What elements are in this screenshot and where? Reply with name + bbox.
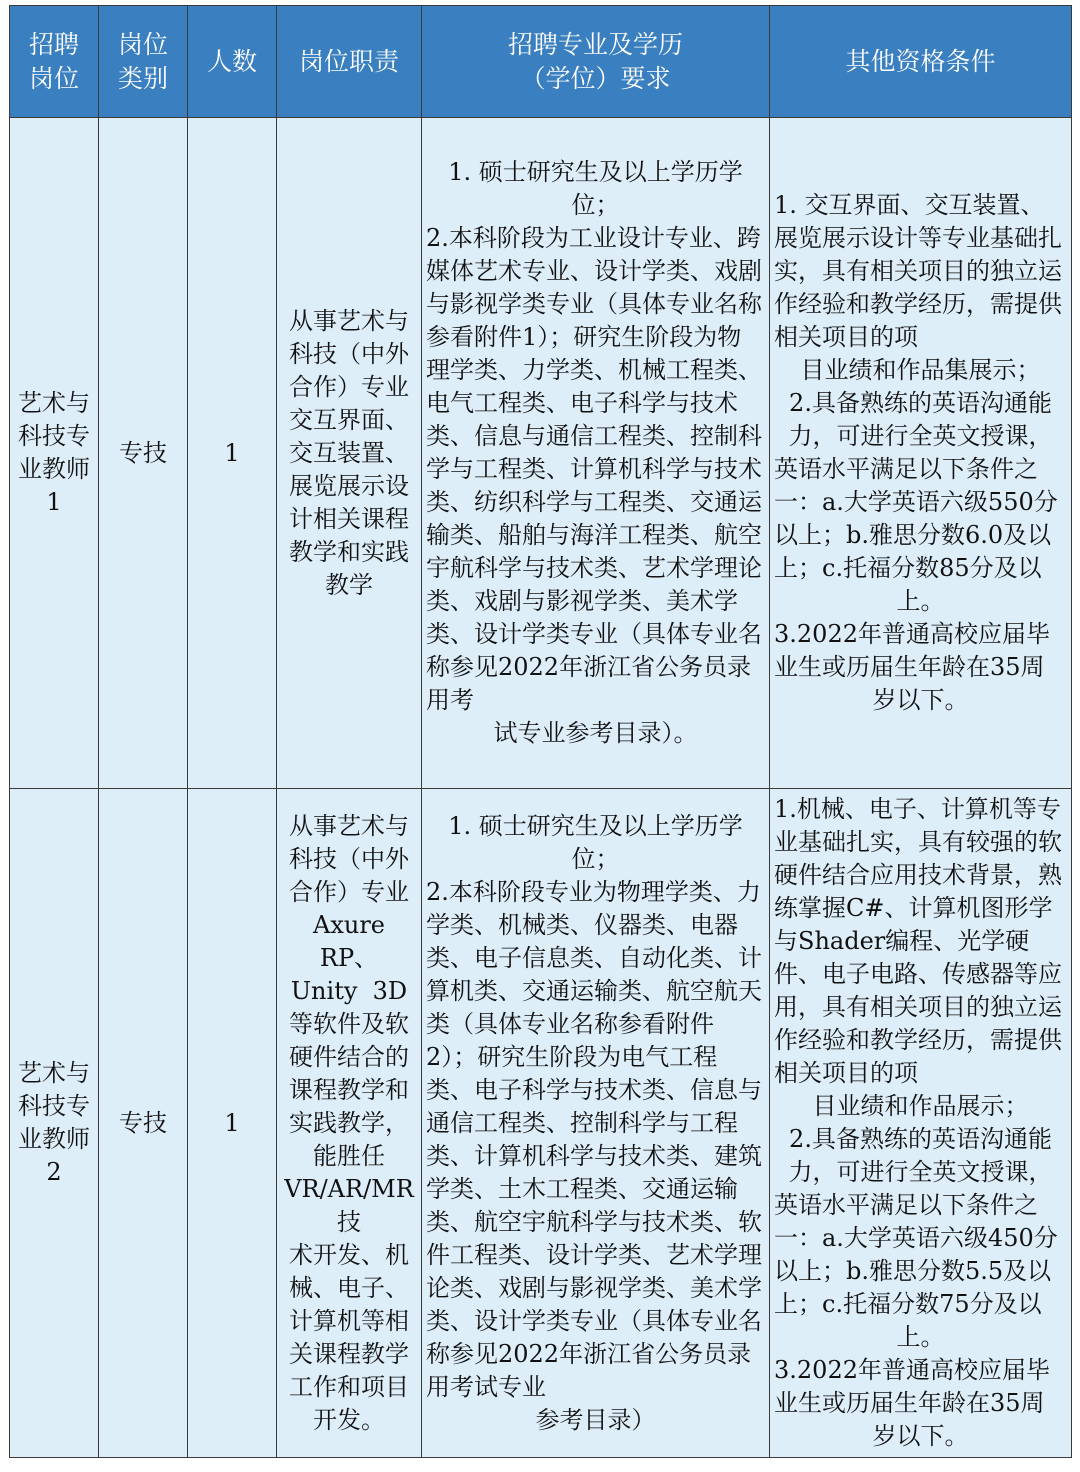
header-major-requirements: 招聘专业及学历 （学位）要求 — [422, 6, 770, 118]
major-cell — [422, 118, 770, 789]
header-category: 岗位 类别 — [99, 6, 188, 118]
major-text: 2.本科阶段专业为物理学类、力学类、机械类、仪器类、电器类、电子信息类、自动化类、计算机类、交通运输类、航空航天类（具体专业名称参看附件2）；研究生阶段为电气工程类、电子科学与技术类、信息与通信工程类、控制科学与工程类、计算机科学与技术类、建筑学类、土木工程类、交通运输类、航空宇航科学与技术类、软件工程类、设计学类、艺术学理论类、戏剧与影视学类、美术学类、设计学类专业（具体专业名称参见2022年浙江省公务员录用考试专业 — [426, 877, 762, 1401]
category-cell: 专技 — [99, 789, 188, 1458]
qual-line: 力，可进行全英文授课， — [788, 422, 1053, 450]
major-cell — [422, 789, 770, 1458]
qual-line: 目业绩和作品展示； — [812, 1092, 1029, 1120]
qual-line: 上。 — [896, 587, 945, 615]
header-row — [10, 6, 1072, 118]
major-text: 2.本科阶段为工业设计专业、跨媒体艺术专业、设计学类、戏剧与影视学类专业（具体专业名称参看附件1）；研究生阶段为物理学类、力学类、机械工程类、电气工程类、电子科学与技术类、信息与通信工程类、控制科学与工程类、计算机科学与技术类、纺织科学与工程类、交通运输类、船舶与海洋工程类、航空宇航科学与技术类、艺术学理论类、戏剧与影视学类、美术学类、设计学类专业（具体专业名称参见2022年浙江省公务员录用考 — [426, 224, 762, 714]
major-line: 位； — [571, 191, 620, 219]
major-line: 参考目录） — [535, 1405, 656, 1434]
qual-line: 2.具备熟练的英语沟通能 — [789, 389, 1052, 417]
qual-text: 3.2022年普通高校应届毕业生或历届生年龄在35周 — [774, 1356, 1050, 1417]
major-line: 1. 硕士研究生及以上学历学 — [448, 811, 743, 840]
header-other-qualifications: 其他资格条件 — [770, 6, 1072, 118]
responsibilities-cell: 从事艺术与 科技（中外 合作）专业 交互界面、 交互装置、 展览展示设 计相关课程 教学和实践 教学 — [277, 118, 422, 789]
qual-text: 1. 交互界面、交互装置、展览展示设计等专业基础扎实，具有相关项目的独立运作经验和教学经历，需提供相关项目的项 — [774, 191, 1062, 351]
qual-line: 力，可进行全英文授课， — [788, 1158, 1053, 1186]
major-line: 1. 硕士研究生及以上学历学 — [448, 158, 743, 186]
qual-text: 3.2022年普通高校应届毕业生或历届生年龄在35周 — [774, 620, 1050, 681]
qual-line: 岁以下。 — [872, 1422, 969, 1450]
qual-line: 2.具备熟练的英语沟通能 — [789, 1125, 1052, 1153]
count-cell: 1 — [188, 118, 277, 789]
table-row — [10, 118, 1072, 789]
qual-text: 英语水平满足以下条件之一：a.大学英语六级450分以上；b.雅思分数5.5及以上；c.托福分数75分及以 — [774, 1191, 1058, 1318]
qual-line: 岁以下。 — [872, 686, 969, 714]
qualifications-cell — [770, 118, 1072, 789]
qual-text: 英语水平满足以下条件之一：a.大学英语六级550分以上；b.雅思分数6.0及以上；c.托福分数85分及以 — [774, 455, 1058, 582]
header-count: 人数 — [188, 6, 277, 118]
position-cell: 艺术与 科技专 业教师 1 — [10, 118, 99, 789]
table-row — [10, 789, 1072, 1458]
major-line: 位； — [571, 844, 620, 873]
qualifications-cell — [770, 789, 1072, 1458]
count-cell: 1 — [188, 789, 277, 1458]
position-cell: 艺术与 科技专 业教师 2 — [10, 789, 99, 1458]
qual-text: 1.机械、电子、计算机等专业基础扎实，具有较强的软硬件结合应用技术背景，熟练掌握C#、计算机图形学与Shader编程、光学硬件、电子电路、传感器等应用，具有相关项目的独立运作经验和教学经历，需提供相关项目的项 — [774, 795, 1062, 1087]
responsibilities-cell: 从事艺术与 科技（中外 合作）专业 Axure RP、 Unity 3D 等软件及软 硬件结合的 课程教学和 实践教学， 能胜任 VR/AR/MR技 术开发、机 械、电子、 计算机等相 关课程教学 工作和项目 开发。 — [277, 789, 422, 1458]
qual-line: 目业绩和作品集展示； — [800, 356, 1041, 384]
qual-line: 上。 — [896, 1323, 945, 1351]
header-responsibilities: 岗位职责 — [277, 6, 422, 118]
recruitment-table — [9, 5, 1072, 1458]
category-cell: 专技 — [99, 118, 188, 789]
major-line: 试专业参考目录）。 — [493, 719, 698, 747]
header-position: 招聘 岗位 — [10, 6, 99, 118]
